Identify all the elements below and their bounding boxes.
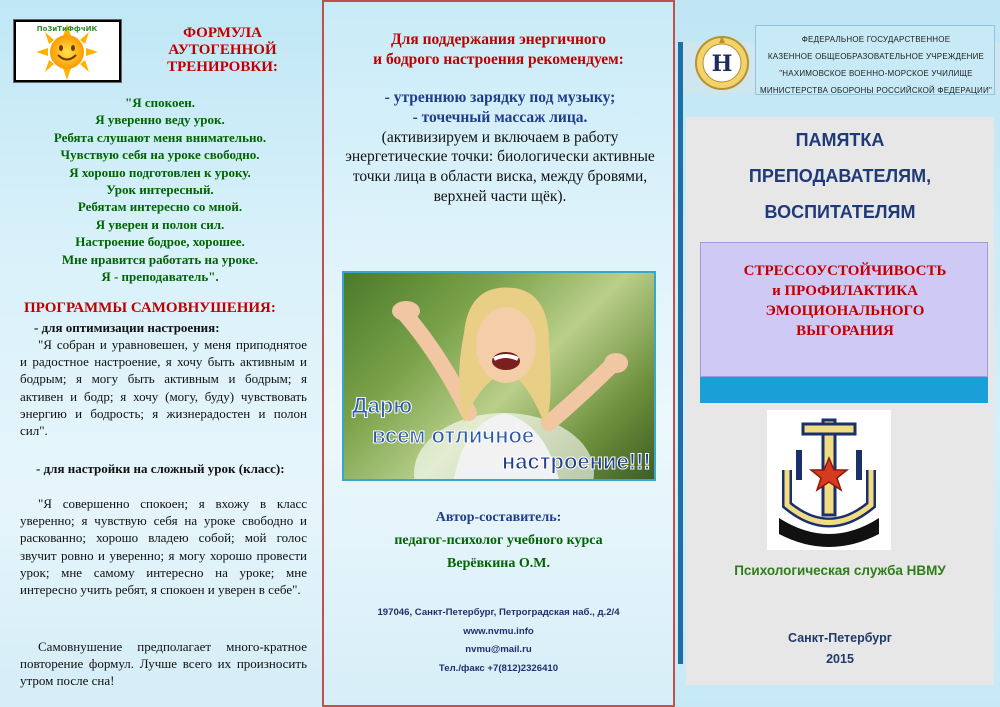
hard-lesson-text: "Я совершенно спокоен; я вхожу в класс уверенно; я чувствую себя на уроке свободно и раскованно; хорошо владею собой; мой голос звучит ровно и уверенно; я могу хорошо провести урок; мне самому интересно на уроке; мне интересно учить ребят, я спокоен и уверен в себе". xyxy=(20,496,307,598)
accent-bar xyxy=(700,377,988,403)
middle-panel xyxy=(322,0,675,707)
recommend-item: - точечный массаж лица. xyxy=(412,108,588,126)
right-panel xyxy=(675,0,1000,707)
affirmation-line: Я хорошо подготовлен к уроку. xyxy=(69,164,251,180)
affirmation-line: Урок интересный. xyxy=(106,182,214,198)
formula-title-line: ТРЕНИРОВКИ: xyxy=(167,59,278,75)
mood-heading xyxy=(34,319,274,336)
recommend-list xyxy=(340,88,660,207)
vertical-divider xyxy=(678,42,683,664)
affirmation-line: Я - преподаватель". xyxy=(101,269,219,285)
institution-line: КАЗЕННОЕ ОБЩЕОБРАЗОВАТЕЛЬНОЕ УЧРЕЖДЕНИЕ xyxy=(767,52,985,61)
psychology-service: Психологическая служба НВМУ xyxy=(734,563,946,578)
sun-icon xyxy=(16,22,119,80)
memo-title-line: ПАМЯТКА xyxy=(795,130,885,150)
hard-lesson-heading xyxy=(20,460,307,477)
author-label: Автор-составитель: xyxy=(435,510,562,525)
publication-year: 2015 xyxy=(826,652,854,666)
recommend-heading-line: Для поддержания энергичного xyxy=(390,31,607,48)
author-block xyxy=(324,506,673,575)
mood-heading-text: - для оптимизации настроения: xyxy=(34,320,220,335)
affirmation-line: Чувствую себя на уроке свободно. xyxy=(60,147,260,163)
svg-text:Н: Н xyxy=(711,51,733,77)
affirmation-line: Настроение бодрое, хорошее. xyxy=(75,234,245,250)
institution-line: МИНИСТЕРСТВА ОБОРОНЫ РОССИЙСКОЙ ФЕДЕРАЦИИ" xyxy=(760,86,992,95)
photo-caption-line: всем отличное xyxy=(372,423,535,448)
city-name: Санкт-Петербург xyxy=(788,631,892,645)
affirmation-line: Я уверенно веду урок. xyxy=(95,112,225,128)
affirmation-list xyxy=(10,94,310,285)
memo-title-line: ВОСПИТАТЕЛЯМ xyxy=(764,202,916,222)
left-panel xyxy=(0,0,322,707)
city-year xyxy=(686,628,994,670)
positive-sun-logo xyxy=(13,19,122,83)
affirmation-line: "Я спокоен. xyxy=(125,95,195,110)
topic-line: ВЫГОРАНИЯ xyxy=(796,323,894,339)
contact-block xyxy=(324,604,673,678)
anchor-emblem xyxy=(767,410,891,550)
topic-line: ЭМОЦИОНАЛЬНОГО xyxy=(765,303,925,319)
affirmation-line: Мне нравится работать на уроке. xyxy=(61,251,259,267)
affirmation-line: Я уверен и полон сил. xyxy=(95,216,225,232)
institution-header xyxy=(755,25,995,95)
formula-title-line: ФОРМУЛА xyxy=(183,25,262,41)
closing-text: Самовнушение предполагает много-кратное повторение формул. Лучше всего их произносить утром после сна! xyxy=(20,639,307,689)
institution-line: "НАХИМОВСКОЕ ВОЕННО-МОРСКОЕ УЧИЛИЩЕ xyxy=(779,69,973,78)
photo-caption-line: Дарю xyxy=(352,393,413,418)
author-role: педагог-психолог учебного курса xyxy=(394,533,603,548)
institution-line: ФЕДЕРАЛЬНОЕ ГОСУДАРСТВЕННОЕ xyxy=(801,35,951,44)
smiling-woman-photo xyxy=(342,271,656,481)
formula-title xyxy=(130,25,315,76)
email-link[interactable]: nvmu@mail.ru xyxy=(465,644,532,655)
recommend-item-detail: (активизируем и включаем в работу энергетические точки: биологически активные точки лица в области виска, между бровями, верхней части щёк). xyxy=(345,128,655,205)
affirmation-line: Ребятам интересно со мной. xyxy=(77,199,243,215)
phone-number: Тел./факс +7(812)2326410 xyxy=(438,662,559,674)
photo-caption-line: настроение!!! xyxy=(502,449,651,474)
author-name: Верёвкина О.М. xyxy=(447,556,550,571)
school-emblem-icon xyxy=(693,34,751,92)
hard-lesson-heading-text: - для настройки на сложный урок (класс): xyxy=(36,461,285,476)
programs-title: ПРОГРАММЫ САМОВНУШЕНИЯ: xyxy=(24,300,276,316)
affirmation-line: Ребята слушают меня внимательно. xyxy=(53,129,267,145)
recommend-heading xyxy=(324,30,673,70)
website-link[interactable]: www.nvmu.info xyxy=(463,625,534,637)
topic-box xyxy=(700,242,988,377)
memo-title-line: ПРЕПОДАВАТЕЛЯМ, xyxy=(748,166,932,186)
formula-title-line: АУТОГЕННОЙ xyxy=(168,42,277,58)
postal-address: 197046, Санкт-Петербург, Петроградская наб., д.2/4 xyxy=(377,607,620,618)
recommend-heading-line: и бодрого настроения рекомендуем: xyxy=(373,51,624,68)
memo-title xyxy=(686,122,994,230)
anchor-icon xyxy=(767,410,891,550)
topic-line: и ПРОФИЛАКТИКА xyxy=(772,283,918,299)
topic-line: СТРЕССОУСТОЙЧИВОСТЬ xyxy=(743,263,947,279)
recommend-item: - утреннюю зарядку под музыку; xyxy=(384,89,616,106)
svg-text:ПоЗиТиФфчИК: ПоЗиТиФфчИК xyxy=(36,25,98,33)
mood-text: "Я собран и уравновешен, у меня приподнятое и радостное настроение, я хочу быть активным и бодрым; я могу быть активным и бодрым; я активен и бодр; я хочу (могу, буду) чувствовать энергию и бодрость; я жизнерадостен и полон сил". xyxy=(20,337,307,439)
